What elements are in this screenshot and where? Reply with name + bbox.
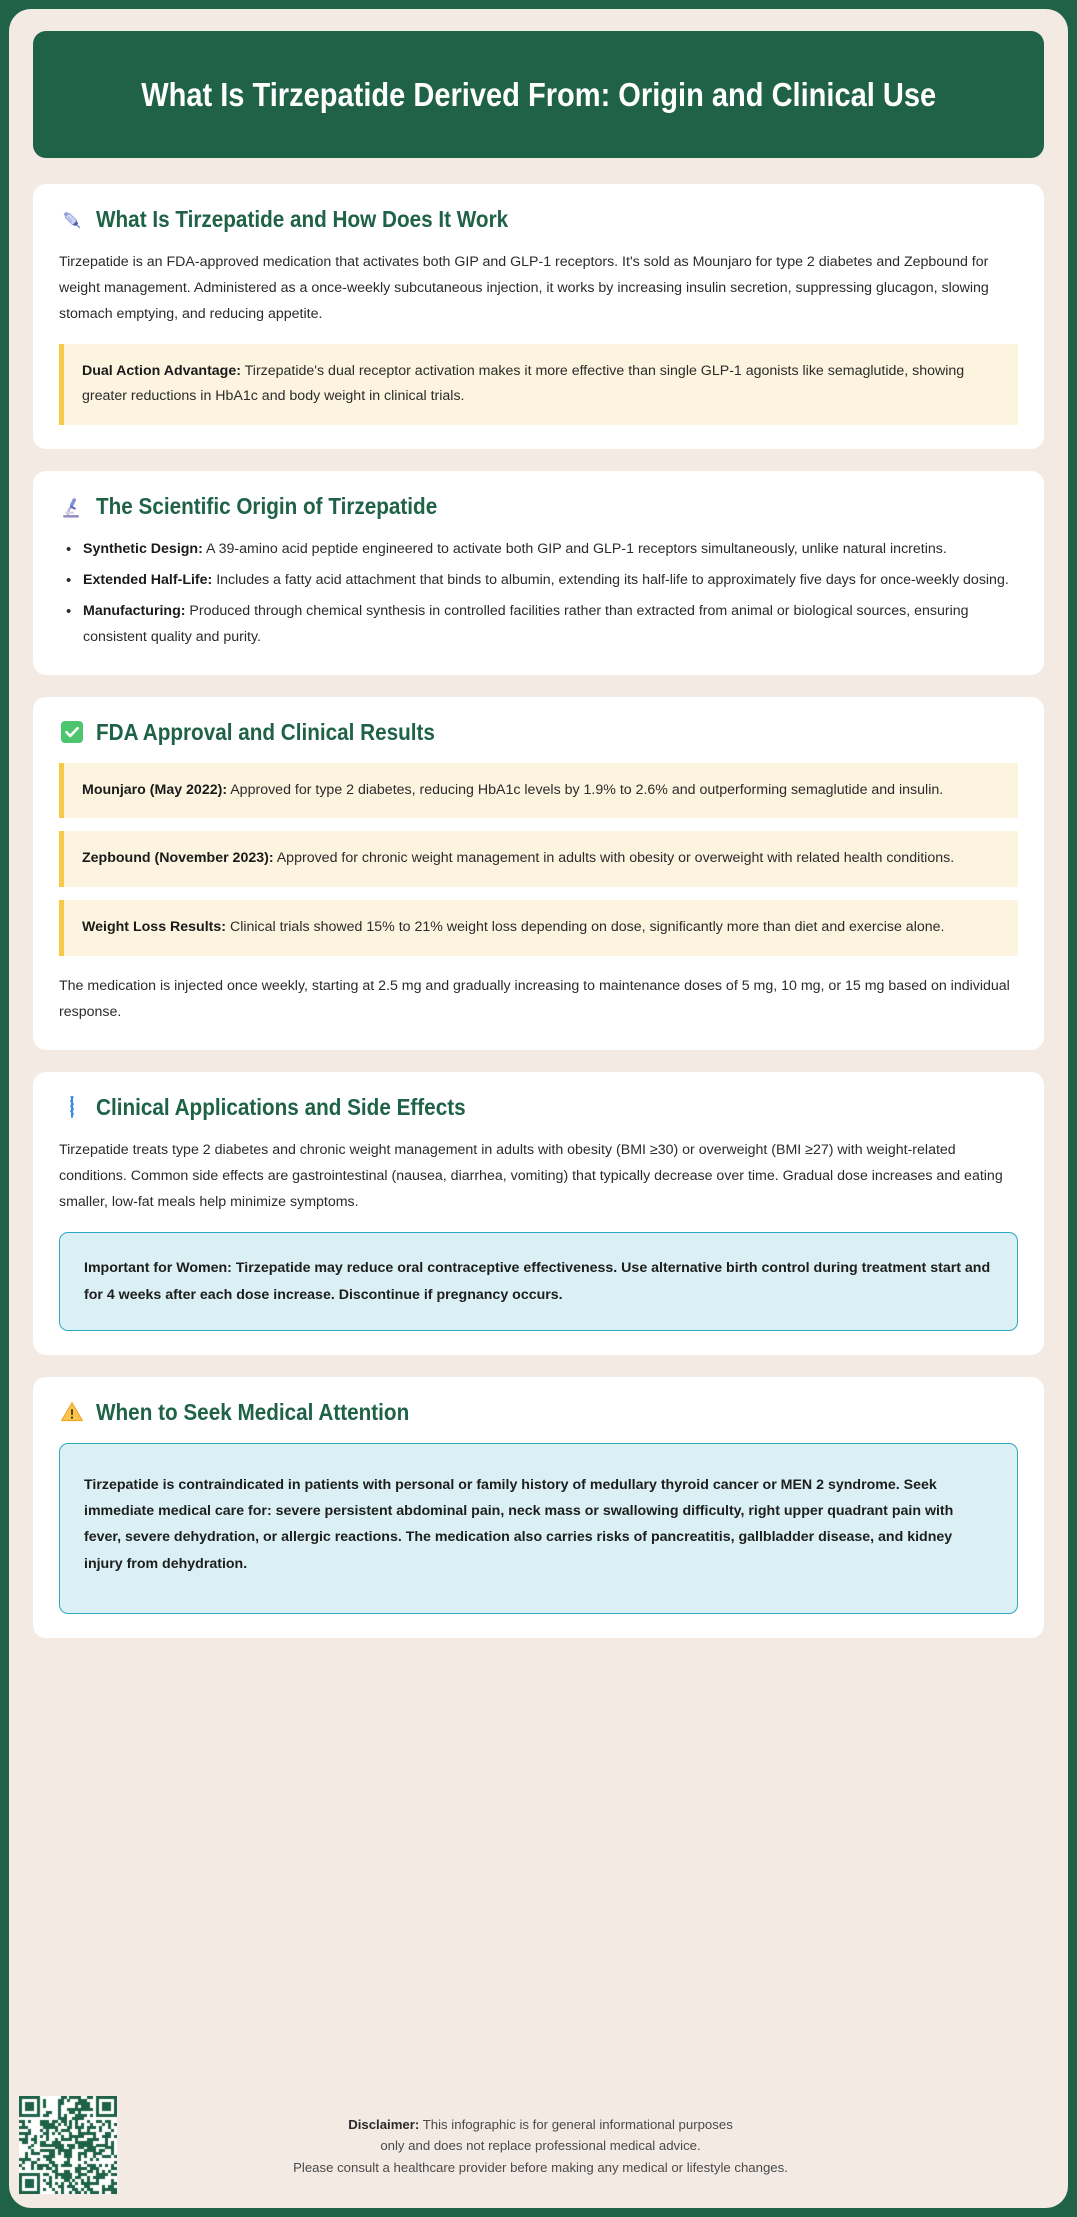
section-paragraph: Tirzepatide treats type 2 diabetes and chronic weight management in adults with obesity (BMI ≥30) or overweight (BMI ≥27) with weight-related conditions. Common side effects are gastrointestinal (nausea, diarrhea, vomiting) that typically decrease over time. Gradual dose increases and eating smaller, low-fat meals help minimize symptoms. [59,1141,1003,1210]
section-header [59,1399,1018,1426]
callout-text: Approved for chronic weight management in adults with obesity or overweight with related health conditions. [273,850,955,867]
callout-label: Dual Action Advantage: [82,362,241,379]
list-item [59,568,1018,594]
list-item [59,599,1018,651]
section-header [59,719,1018,746]
disclaimer [117,2094,1044,2178]
section-card-fda-approval [33,697,1044,1050]
disclaimer-label: Disclaimer: [348,2117,420,2132]
callout-weight-loss [59,900,1018,956]
section-header [59,206,1018,233]
callout-dual-action [59,344,1018,426]
section-heading: When to Seek Medical Attention [96,1398,410,1425]
section-header [59,1094,1018,1121]
header-banner [33,31,1044,158]
footer [33,2084,1044,2208]
callout-important-for-women: Important for Women: Tirzepatide may reduce oral contraceptive effectiveness. Use alternative birth control during treatment start and for 4 weeks after each dose increase. Discontinue if pregnancy occurs. [59,1232,1018,1331]
callout-label: Weight Loss Results: [82,919,226,936]
origin-bullet-list [59,537,1018,650]
check-square-icon [59,719,85,745]
callout-label: Mounjaro (May 2022): [82,781,228,798]
bullet-label: Manufacturing: [83,602,186,619]
page-title: What Is Tirzepatide Derived From: Origin and Clinical Use [140,75,936,113]
warning-triangle-icon [59,1399,85,1425]
section-card-seek-medical-attention [33,1377,1044,1638]
section-heading: FDA Approval and Clinical Results [96,718,435,745]
section-heading: The Scientific Origin of Tirzepatide [96,493,438,520]
section-card-scientific-origin [33,471,1044,674]
section-card-clinical-applications [33,1072,1044,1355]
infographic-frame [9,9,1068,2208]
bullet-label: Extended Half-Life: [83,572,213,589]
callout-text: Tirzepatide's dual receptor activation makes it more effective than single GLP-1 agonists like semaglutide, showing greater reductions in HbA1c and body weight in clinical trials. [82,362,965,405]
section-paragraph: Tirzepatide is an FDA-approved medication that activates both GIP and GLP-1 receptors. It's sold as Mounjaro for type 2 diabetes and Zepbound for weight management. Administered as a once-weekly subcutaneous injection, it works by increasing insulin secretion, suppressing glucagon, slowing stomach emptying, and reducing appetite. [59,254,989,322]
disclaimer-line-3: Please consult a healthcare provider before making any medical or lifestyle changes. [293,2159,788,2175]
syringe-icon [59,207,85,233]
callout-label: Zepbound (November 2023): [82,850,274,867]
list-item [59,537,1018,563]
callout-text: Approved for type 2 diabetes, reducing HbA1c levels by 1.9% to 2.6% and outperforming semaglutide and insulin. [227,781,944,798]
section-header [59,493,1018,520]
section-heading: What Is Tirzepatide and How Does It Work [96,206,509,232]
callout-zepbound [59,831,1018,887]
section-card-what-is-tirzepatide [33,184,1044,449]
medical-staff-icon [59,1094,85,1120]
bullet-label: Synthetic Design: [83,541,203,558]
callout-text: Clinical trials showed 15% to 21% weight loss depending on dose, significantly more than diet and exercise alone. [226,919,945,936]
bullet-text: Includes a fatty acid attachment that binds to albumin, extending its half-life to approximately five days for once-weekly dosing. [212,572,1009,589]
bullet-text: Produced through chemical synthesis in controlled facilities rather than extracted from animal or biological sources, ensuring consistent quality and purity. [83,602,969,645]
section-heading: Clinical Applications and Side Effects [96,1093,466,1120]
bullet-text: A 39-amino acid peptide engineered to activate both GIP and GLP-1 receptors simultaneously, unlike natural incretins. [202,541,947,558]
disclaimer-line-1: This infographic is for general informational purposes [419,2117,733,2132]
qr-code[interactable] [19,2096,117,2194]
dosing-note: The medication is injected once weekly, starting at 2.5 mg and gradually increasing to maintenance doses of 5 mg, 10 mg, or 15 mg based on individual response. [59,978,1010,1020]
callout-mounjaro [59,763,1018,819]
disclaimer-line-2: only and does not replace professional medical advice. [380,2138,701,2154]
microscope-icon [59,494,85,520]
callout-contraindications: Tirzepatide is contraindicated in patients with personal or family history of medullary thyroid cancer or MEN 2 syndrome. Seek immediate medical care for: severe persistent abdominal pain, neck mass or swallowing difficulty, right upper quadrant pain with fever, severe dehydration, or allergic reactions. The medication also carries risks of pancreatitis, gallbladder disease, and kidney injury from dehydration. [59,1443,1018,1614]
